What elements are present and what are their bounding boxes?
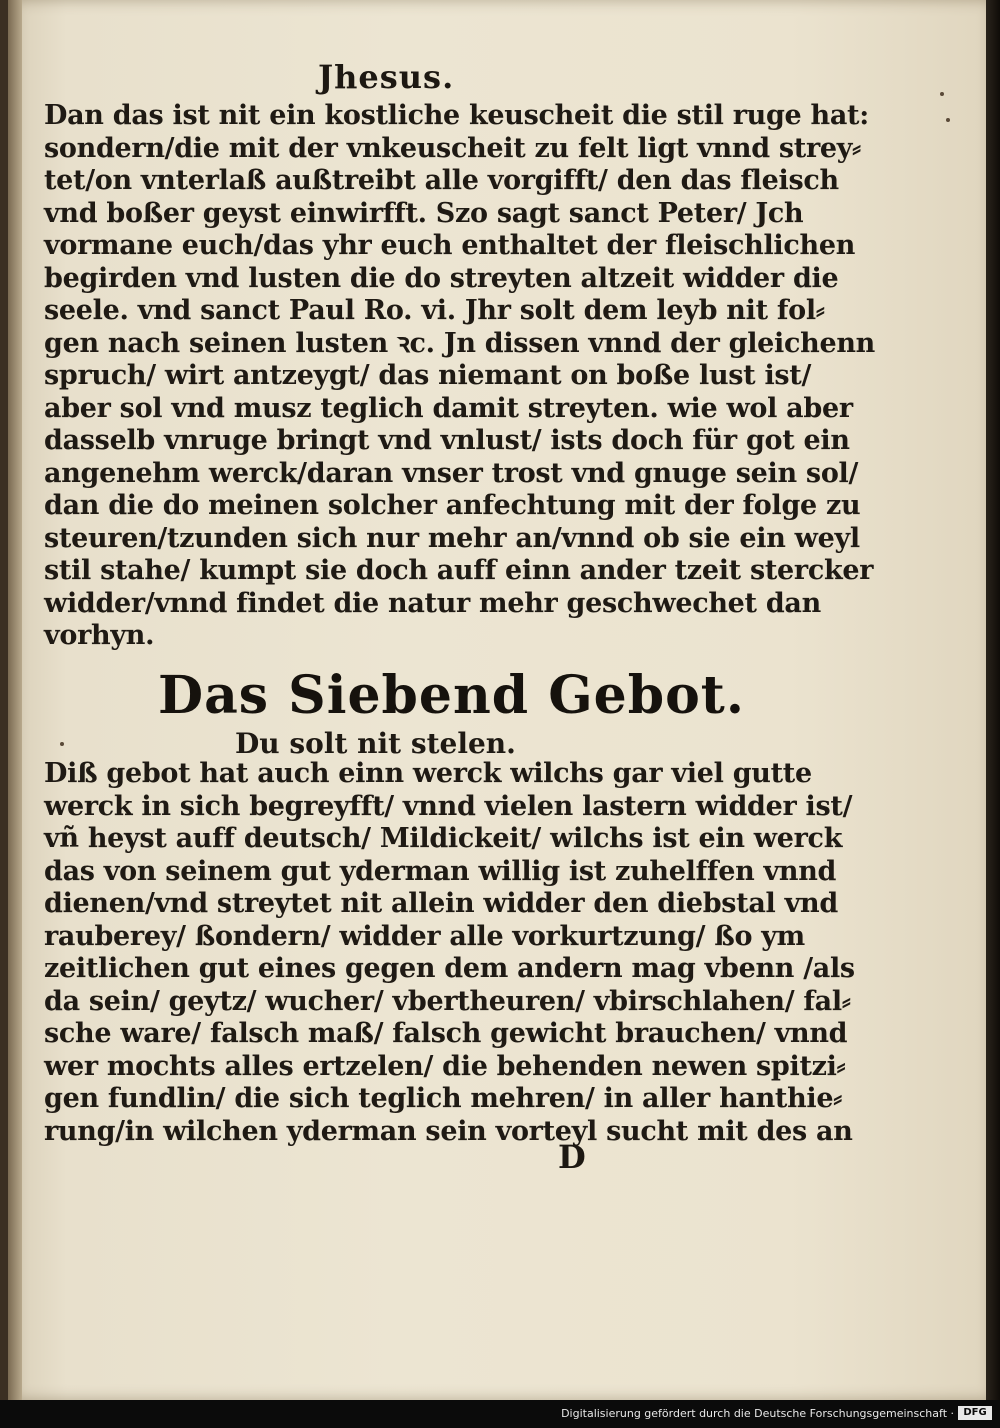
text-line: gen fundlin/ die sich teglich mehren/ in aller hanthie⸗ (44, 1083, 842, 1114)
text-line: begirden vnd lusten die do streyten altzeit widder die (44, 262, 839, 294)
text-line: werck in sich begreyfft/ vnnd vielen lastern widder ist/ (44, 790, 853, 822)
text-line: vñ heyst auff deutsch/ Mildickeit/ wilchs ist ein werck (44, 823, 843, 854)
text-line: sche ware/ falsch maß/ falsch gewicht brauchen/ vnnd (44, 1018, 848, 1049)
paper-speck (60, 742, 64, 746)
text-line: wer mochts alles ertzelen/ die behenden newen spitzi⸗ (44, 1050, 846, 1082)
section-subheading: Du solt nit stelen. (235, 727, 516, 760)
text-line: rung/in wilchen yderman sein vorteyl sucht mit des an (44, 1115, 853, 1147)
text-line: angenehm werck/daran vnser trost vnd gnuge sein sol/ (44, 457, 859, 489)
text-line: zeitlichen gut eines gegen dem andern mag vbenn /als (44, 953, 855, 984)
paper-speck (940, 92, 944, 96)
paper-speck (946, 118, 950, 122)
text-line: steuren/tzunden sich nur mehr an/vnnd ob sie ein weyl (44, 522, 860, 554)
text-line: vnd boßer geyst einwirfft. Szo sagt sanct Peter/ Jch (44, 197, 804, 229)
text-line: dan die do meinen solcher anfechtung mit der folge zu (44, 490, 861, 521)
page-edge (986, 0, 1000, 1400)
text-line: Diß gebot hat auch einn werck wilchs gar viel gutte (44, 758, 812, 789)
text-line: widder/vnnd findet die natur mehr geschwechet dan (44, 587, 821, 619)
text-line: sondern/die mit der vnkeuscheit zu felt ligt vnnd strey⸗ (44, 132, 861, 164)
section-heading: Das Siebend Gebot. (158, 665, 745, 726)
text-line: spruch/ wirt antzeygt/ das niemant on boße lust ist/ (44, 360, 812, 391)
text-line: Dan das ist nit ein kostliche keuscheit die stil ruge hat: (44, 100, 869, 131)
text-line: tet/on vnterlaß außtreibt alle vorgifft/ den das fleisch (44, 165, 839, 196)
catchword: D (558, 1138, 586, 1176)
running-header: Jhesus. (318, 58, 455, 96)
text-line: rauberey/ ßondern/ widder alle vorkurtzung/ ßo ym (44, 920, 805, 952)
paragraph-two (44, 758, 855, 1148)
text-line: aber sol vnd musz teglich damit streyten. wie wol aber (44, 392, 853, 424)
text-line: das von seinem gut yderman willig ist zuhelffen vnnd (44, 855, 837, 887)
text-line: vormane euch/das yhr euch enthaltet der fleischlichen (44, 230, 856, 261)
funding-credit: Digitalisierung gefördert durch die Deutsche Forschungsgemeinschaft · (561, 1407, 954, 1420)
paragraph-one (44, 100, 876, 653)
text-line: gen nach seinen lusten ꝛc. Jn dissen vnnd der gleichenn (44, 327, 876, 359)
text-line: seele. vnd sanct Paul Ro. vi. Jhr solt dem leyb nit fol⸗ (44, 295, 825, 326)
text-line: stil stahe/ kumpt sie doch auff einn ander tzeit stercker (44, 555, 874, 586)
text-line: vorhyn. (44, 620, 155, 651)
page-gutter (8, 0, 22, 1400)
dfg-logo: DFG (958, 1406, 992, 1420)
text-line: dienen/vnd streytet nit allein widder den diebstal vnd (44, 888, 838, 919)
text-line: da sein/ geytz/ wucher/ vbertheuren/ vbirschlahen/ fal⸗ (44, 985, 851, 1017)
text-line: dasselb vnruge bringt vnd vnlust/ ists doch für got ein (44, 425, 850, 456)
